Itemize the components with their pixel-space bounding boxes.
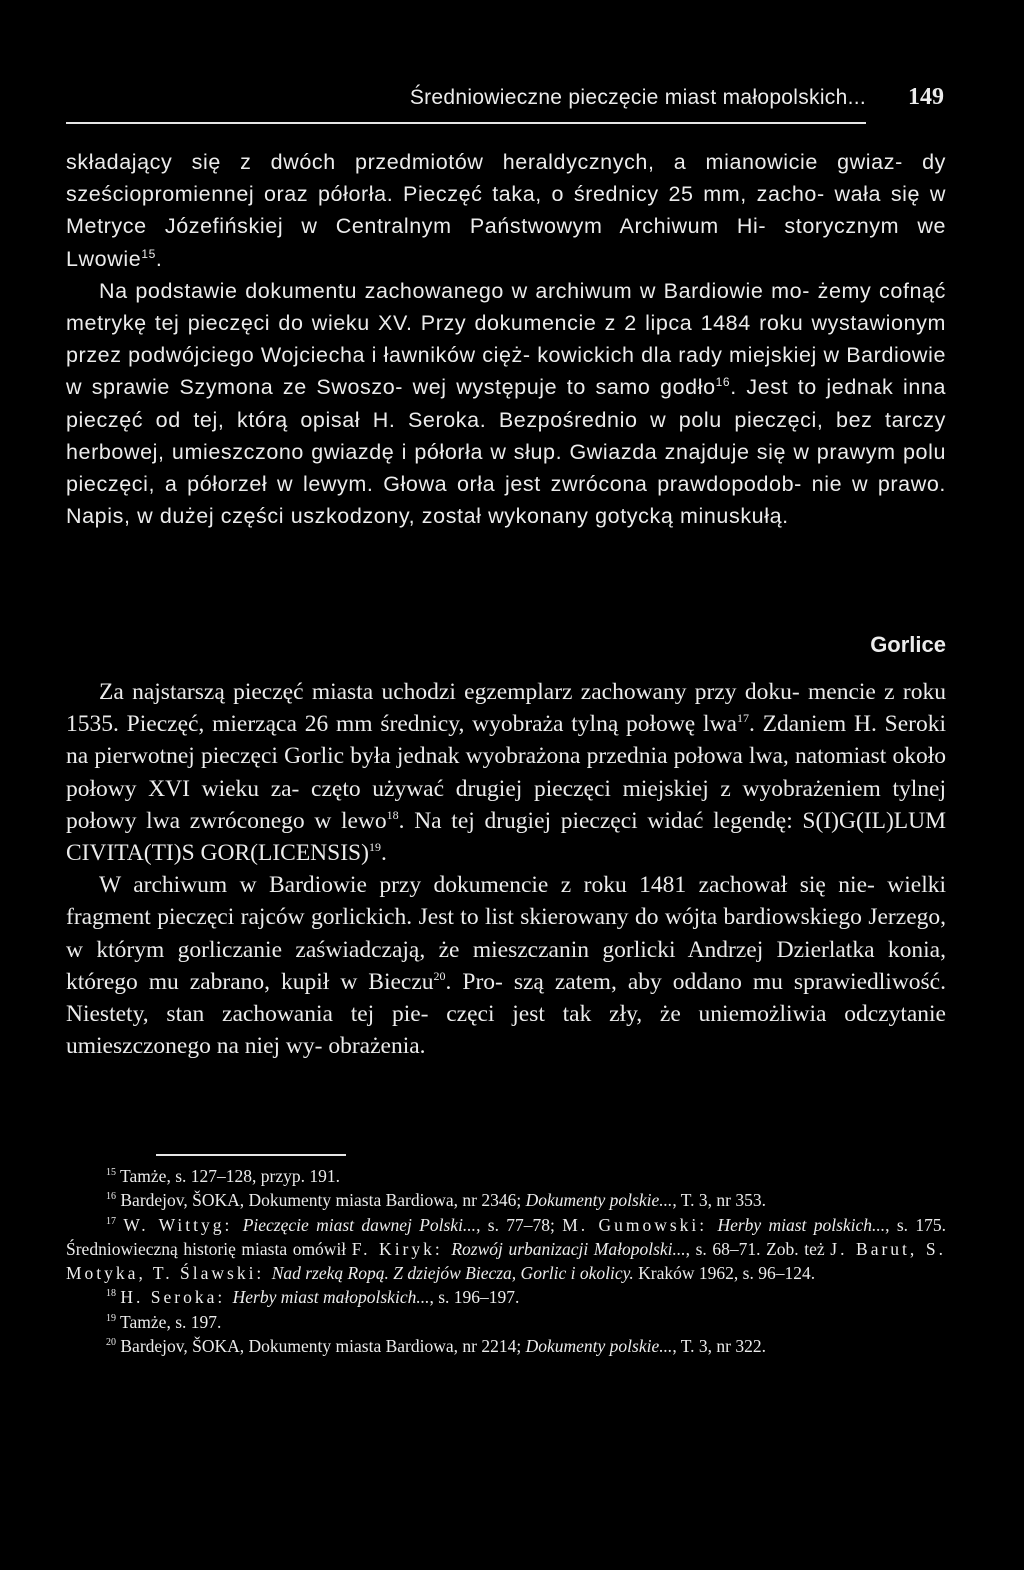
footnote-number: 17	[106, 1215, 116, 1227]
footnote-author: H. Seroka:	[120, 1287, 233, 1308]
footnote-17	[66, 1213, 946, 1286]
footnote-16	[66, 1188, 946, 1212]
footnote-ref-16: 16	[715, 375, 731, 390]
footnote-title: Nad rzeką Ropą. Z dziejów Biecza, Gorlic i okolicy.	[271, 1263, 634, 1284]
footnote-number: 20	[106, 1337, 116, 1349]
footnote-20	[66, 1334, 946, 1358]
footnote-ref-19: 19	[368, 840, 381, 855]
p2-part-b: Przy dokumencie z 2 lipca 1484 roku wystawionym przez podwójciego Wojciecha i ławników cięż- kowickich dla rady miejskiej w Bardiowie w sprawie Szymona ze Swoszo- wej występuje to samo godło	[66, 311, 946, 400]
footnote-text: , s. 77–78;	[476, 1214, 563, 1235]
p3-part-b: . Zdaniem H. Seroki na pierwotnej pieczęci Gorlic była jednak wyobrażona przednia połowa lwa, natomiast około połowy XVI wieku za- częto używać drugiej pieczęci miejskiej z wyobrażeniem tylnej połowy lwa zwróconego w lewo	[66, 711, 946, 834]
footnote-title: Herby miast polskich...	[717, 1214, 886, 1235]
p3-part-a: Za najstarszą pieczęć miasta uchodzi egzemplarz zachowany przy doku- mencie z roku 1535. Pieczęć, mierząca 26 mm średnicy, wyobraża tylną połowę lwa	[66, 679, 946, 738]
footnote-author: M. Gumowski:	[562, 1214, 718, 1235]
page-number: 149	[908, 84, 944, 110]
p1-line-1: składający się z dwóch przedmiotów heraldycznych, a mianowicie gwiaz-	[66, 150, 903, 174]
footnote-19	[66, 1310, 946, 1334]
p3-part-c: . Na tej drugiej pieczęci widać legendę: S(I)G(IL)LUM CIVITA(TI)S GOR(LICENSIS)	[66, 807, 946, 867]
p3-part-d: .	[380, 840, 387, 867]
p1-line-4: storycznym we Lwowie	[66, 214, 947, 271]
footnote-title: Pieczęcie miast dawnej Polski...	[242, 1214, 477, 1235]
running-title: Średniowieczne pieczęcie miast małopolskich...	[409, 86, 866, 109]
p1-end: .	[155, 246, 163, 271]
paragraph-2	[66, 275, 946, 533]
paragraph-3	[66, 676, 946, 869]
footnote-title: Dokumenty polskie...	[525, 1336, 673, 1357]
footnote-text: Kraków 1962, s. 96–124.	[633, 1263, 816, 1284]
footnote-text: , s. 196–197.	[429, 1287, 520, 1308]
footnote-rule	[156, 1154, 346, 1156]
footnote-number: 18	[106, 1288, 116, 1300]
document-page	[66, 0, 946, 1570]
section-heading: Gorlice	[870, 632, 946, 657]
footnote-author: W. Wittyg:	[123, 1214, 243, 1235]
p4-part-a: W archiwum w Bardiowie przy dokumencie z roku 1481 zachował się nie- wielki fragment pieczęci rajców gorlickich. Jest to list skierowany do wójta bardiowskiego Jerzego, w którym gorliczanie zaświadczają, że mieszczanin gorlicki Andrzej Dzierlatka konia, którego mu zabrano, kupił w Bieczu	[66, 872, 946, 995]
paragraph-1	[66, 146, 946, 275]
p2-part-d: Głowa orła jest zwrócona prawdopodob- nie w prawo. Napis, w dużej części uszkodzony, został wykonany gotycką minuskułą.	[66, 472, 946, 529]
p2-part-c: . Jest to jednak inna pieczęć od tej, którą opisał H. Seroka. Bezpośrednio w polu pieczęci, bez tarczy herbowej, umieszczono gwiazdę i półorła w słup. Gwiazda znajduje się w prawym polu pieczęci, a półorzeł w lewym.	[66, 375, 946, 497]
footnote-title: Herby miast małopolskich...	[232, 1287, 430, 1308]
footnote-ref-18: 18	[386, 807, 399, 822]
page-header	[66, 84, 946, 118]
footnote-text: Bardejov, ŠOKA, Dokumenty miasta Bardiowa, nr 2346;	[116, 1190, 526, 1211]
footnote-number: 19	[106, 1312, 116, 1324]
footnote-author: J. Barut, S. Motyka, T. Ślawski:	[66, 1238, 946, 1284]
p1-line-2: dy sześciopromiennej oraz półorła. Pieczęć taka, o średnicy 25 mm, zacho-	[66, 150, 947, 207]
footnote-18	[66, 1285, 946, 1309]
footnote-text: Tamże, s. 127–128, przyp. 191.	[116, 1166, 340, 1186]
footnote-15	[66, 1164, 946, 1188]
footnote-ref-17: 17	[736, 711, 749, 726]
body-text-top	[66, 146, 946, 532]
header-rule	[66, 122, 866, 124]
footnote-text: , s. 175. Średniowieczną historię miasta omówił	[66, 1214, 946, 1259]
body-text-bottom	[66, 676, 946, 1062]
footnote-number: 16	[106, 1191, 116, 1203]
footnote-text: Bardejov, ŠOKA, Dokumenty miasta Bardiowa, nr 2214;	[116, 1336, 526, 1357]
footnote-number: 15	[106, 1167, 116, 1179]
footnote-ref-20: 20	[433, 969, 446, 983]
footnote-author: F. Kiryk:	[351, 1238, 452, 1259]
p4-part-b: . Pro- szą zatem, aby oddano mu sprawiedliwość. Niestety, stan zachowania tej pie- częci jest tak zły, że uniemożliwia odczytanie umieszczonego na niej wy- obrażenia.	[66, 968, 946, 1060]
footnote-text: , T. 3, nr 322.	[672, 1336, 766, 1357]
footnote-title: Rozwój urbanizacji Małopolski...	[451, 1238, 686, 1259]
p1-line-3: wała się w Metryce Józefińskiej w Centralnym Państwowym Archiwum Hi-	[66, 182, 946, 239]
footnote-ref-15: 15	[141, 246, 156, 261]
footnote-text: , T. 3, nr 353.	[672, 1190, 766, 1211]
p2-part-a: Na podstawie dokumentu zachowanego w archiwum w Bardiowie mo- żemy cofnąć metrykę tej pieczęci do wieku XV.	[66, 278, 946, 336]
footnotes	[66, 1164, 946, 1358]
footnote-title: Dokumenty polskie...	[525, 1190, 673, 1211]
footnote-text: , s. 68–71. Zob. też	[685, 1238, 831, 1259]
paragraph-4	[66, 869, 946, 1062]
footnote-text: Tamże, s. 197.	[116, 1311, 222, 1332]
